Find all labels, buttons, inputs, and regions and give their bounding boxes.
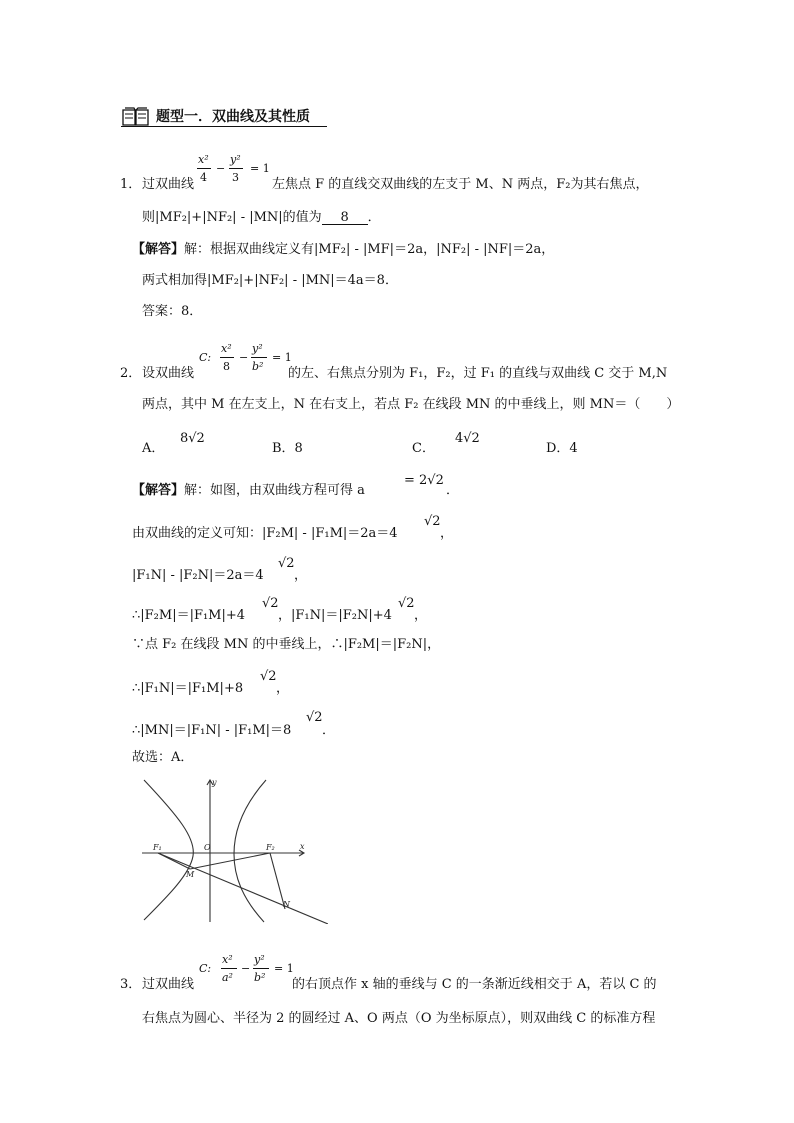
- q1-prefix: 过双曲线: [142, 177, 195, 192]
- q3-line2: 右焦点为圆心、半径为 2 的圆经过 A、O 两点（O 为坐标原点），则双曲线 C 的标准方程: [142, 1011, 656, 1026]
- q2-step-2: 由双曲线的定义可知：|F₂M| - |F₁M|＝2a＝4: [132, 526, 398, 541]
- q1-number: 1．: [120, 177, 142, 192]
- q1-answer-blank: 8: [322, 211, 368, 225]
- q2-step-8: 故选：A．: [132, 750, 194, 765]
- q3-eq-x-num: x²: [222, 953, 233, 966]
- q3-post: 的右顶点作 x 轴的垂线与 C 的一条渐近线相交于 A，若以 C 的: [292, 977, 657, 992]
- q1-solution-line2: 两式相加得|MF₂|+|NF₂| - |MN|＝4a＝8．: [142, 273, 398, 288]
- q2-option-a-value: 8√2: [180, 431, 205, 446]
- q1-eq-frac-bar-1: [197, 168, 211, 169]
- q2-step-7-root: √2: [306, 710, 323, 725]
- q3-eq-y-den: b²: [254, 971, 266, 984]
- q2-eq-minus: −: [239, 351, 249, 364]
- q2-step-4a-root: √2: [262, 596, 279, 611]
- q2-step-6: ∴|F₁N|＝|F₁M|+8: [132, 681, 244, 696]
- q1-answer: 答案：8．: [142, 304, 203, 319]
- q2-solution-text1: 解：如图，由双曲线方程可得 a: [184, 483, 365, 498]
- q2-step-6-root: √2: [260, 669, 277, 684]
- q3-number: 3．: [120, 977, 142, 992]
- q2-step-3-end: ，: [294, 568, 308, 583]
- q2-option-b: B．8: [272, 441, 303, 456]
- q3-eq-c: C:: [199, 962, 212, 975]
- q2-eq-frac-bar-1: [220, 357, 234, 358]
- segment-f2-m: [190, 853, 270, 869]
- q2-step-3: |F₁N| - |F₂N|＝2a＝4: [132, 568, 264, 583]
- q2-line2: 两点，其中 M 在左支上，N 在右支上，若点 F₂ 在线段 MN 的中垂线上，则 MN＝（ ）: [142, 397, 680, 412]
- q1-solution-text1: 解：根据双曲线定义有|MF₂| - |MF|＝2a，|NF₂| - |NF|＝2a，: [184, 242, 555, 257]
- q1-solution-line1: [132, 243, 554, 256]
- line-f1-through-m-to-n: [158, 853, 328, 924]
- q2-post: 的左、右焦点分别为 F₁，F₂，过 F₁ 的直线与双曲线 C 交于 M,N: [288, 366, 668, 381]
- left-hyperbola-branch: [144, 780, 193, 920]
- fig-label-n: N: [283, 900, 290, 909]
- q3-prefix: 过双曲线: [142, 977, 195, 992]
- q1-eq-x-den: 4: [200, 171, 207, 184]
- fig-label-f1: F₁: [153, 843, 162, 852]
- q2-step-7-end: ．: [322, 723, 336, 738]
- q2-option-a-label: A．: [142, 441, 165, 456]
- q3-eq-frac-bar-2: [253, 968, 269, 969]
- q1-line2-post: ．: [367, 210, 381, 225]
- q1-line2-pre: 则|MF₂|+|NF₂| - |MN|的值为: [142, 210, 322, 225]
- q2-prefix: 设双曲线: [142, 366, 195, 381]
- q2-solution-a-value: = 2√2: [404, 473, 444, 488]
- q2-option-d: D．4: [546, 441, 578, 456]
- q2-eq-c: C:: [199, 351, 212, 364]
- q2-eq-y-num: y²: [252, 342, 263, 355]
- fig-label-f2: F₂: [266, 843, 275, 852]
- q2-number: 2．: [120, 366, 142, 381]
- q1-eq-y-den: 3: [232, 171, 239, 184]
- q2-eq-x-num: x²: [221, 342, 232, 355]
- q2-step-4a: ∴|F₂M|＝|F₁M|+4: [132, 608, 246, 623]
- q3-eq-rhs: = 1: [274, 962, 294, 975]
- right-hyperbola-branch: [234, 780, 266, 922]
- fig-label-o: O: [204, 843, 211, 852]
- q2-step-5: ∵点 F₂ 在线段 MN 的中垂线上，∴|F₂M|＝|F₂N|，: [132, 637, 441, 652]
- q3-eq-x-den: a²: [222, 971, 233, 984]
- q3-eq-y-num: y²: [254, 953, 265, 966]
- q2-option-c-label: C．: [412, 441, 435, 456]
- q2-solution-line1: [132, 484, 365, 497]
- q1-eq-y-num: y²: [230, 153, 241, 166]
- q3-eq-frac-bar-1: [221, 968, 237, 969]
- q2-solution-a-end: ．: [446, 483, 460, 498]
- hyperbola-figure: [138, 776, 328, 924]
- q2-eq-y-den: b²: [252, 360, 264, 373]
- q1-eq-rhs: = 1: [250, 162, 270, 175]
- q2-step-3-root: √2: [278, 556, 295, 571]
- segment-f1-m: [158, 853, 190, 869]
- q2-step-4b: ，|F₁N|＝|F₂N|+4: [278, 608, 392, 623]
- q2-step-7: ∴|MN|＝|F₁N| - |F₁M|＝8: [132, 723, 292, 738]
- section-title: 题型一．双曲线及其性质: [156, 109, 310, 125]
- q2-solution-tag: 【解答】: [132, 483, 185, 498]
- fig-label-y: y: [212, 778, 217, 787]
- fig-label-m: M: [186, 870, 195, 879]
- section-title-underline: [121, 126, 327, 127]
- q2-option-c-value: 4√2: [455, 431, 480, 446]
- q2-eq-x-den: 8: [223, 360, 230, 373]
- q1-eq-x-num: x²: [198, 153, 209, 166]
- q2-step-4b-root: √2: [398, 596, 415, 611]
- q1-eq-frac-bar-2: [229, 168, 243, 169]
- q1-post: 左焦点 F 的直线交双曲线的左支于 M、N 两点，F₂为其右焦点，: [272, 177, 649, 192]
- q1-solution-tag: 【解答】: [132, 242, 185, 257]
- q2-eq-rhs: = 1: [272, 351, 292, 364]
- q1-line2: [142, 211, 381, 225]
- q1-eq-minus: −: [216, 162, 226, 175]
- book-icon: [121, 106, 151, 128]
- q2-step-4-end: ，: [414, 608, 428, 623]
- q2-step-2-root: √2: [424, 514, 441, 529]
- q2-eq-frac-bar-2: [251, 357, 267, 358]
- fig-label-x: x: [300, 842, 305, 851]
- q2-step-2-end: ，: [440, 526, 454, 541]
- q3-eq-minus: −: [241, 962, 251, 975]
- q2-step-6-end: ，: [276, 681, 290, 696]
